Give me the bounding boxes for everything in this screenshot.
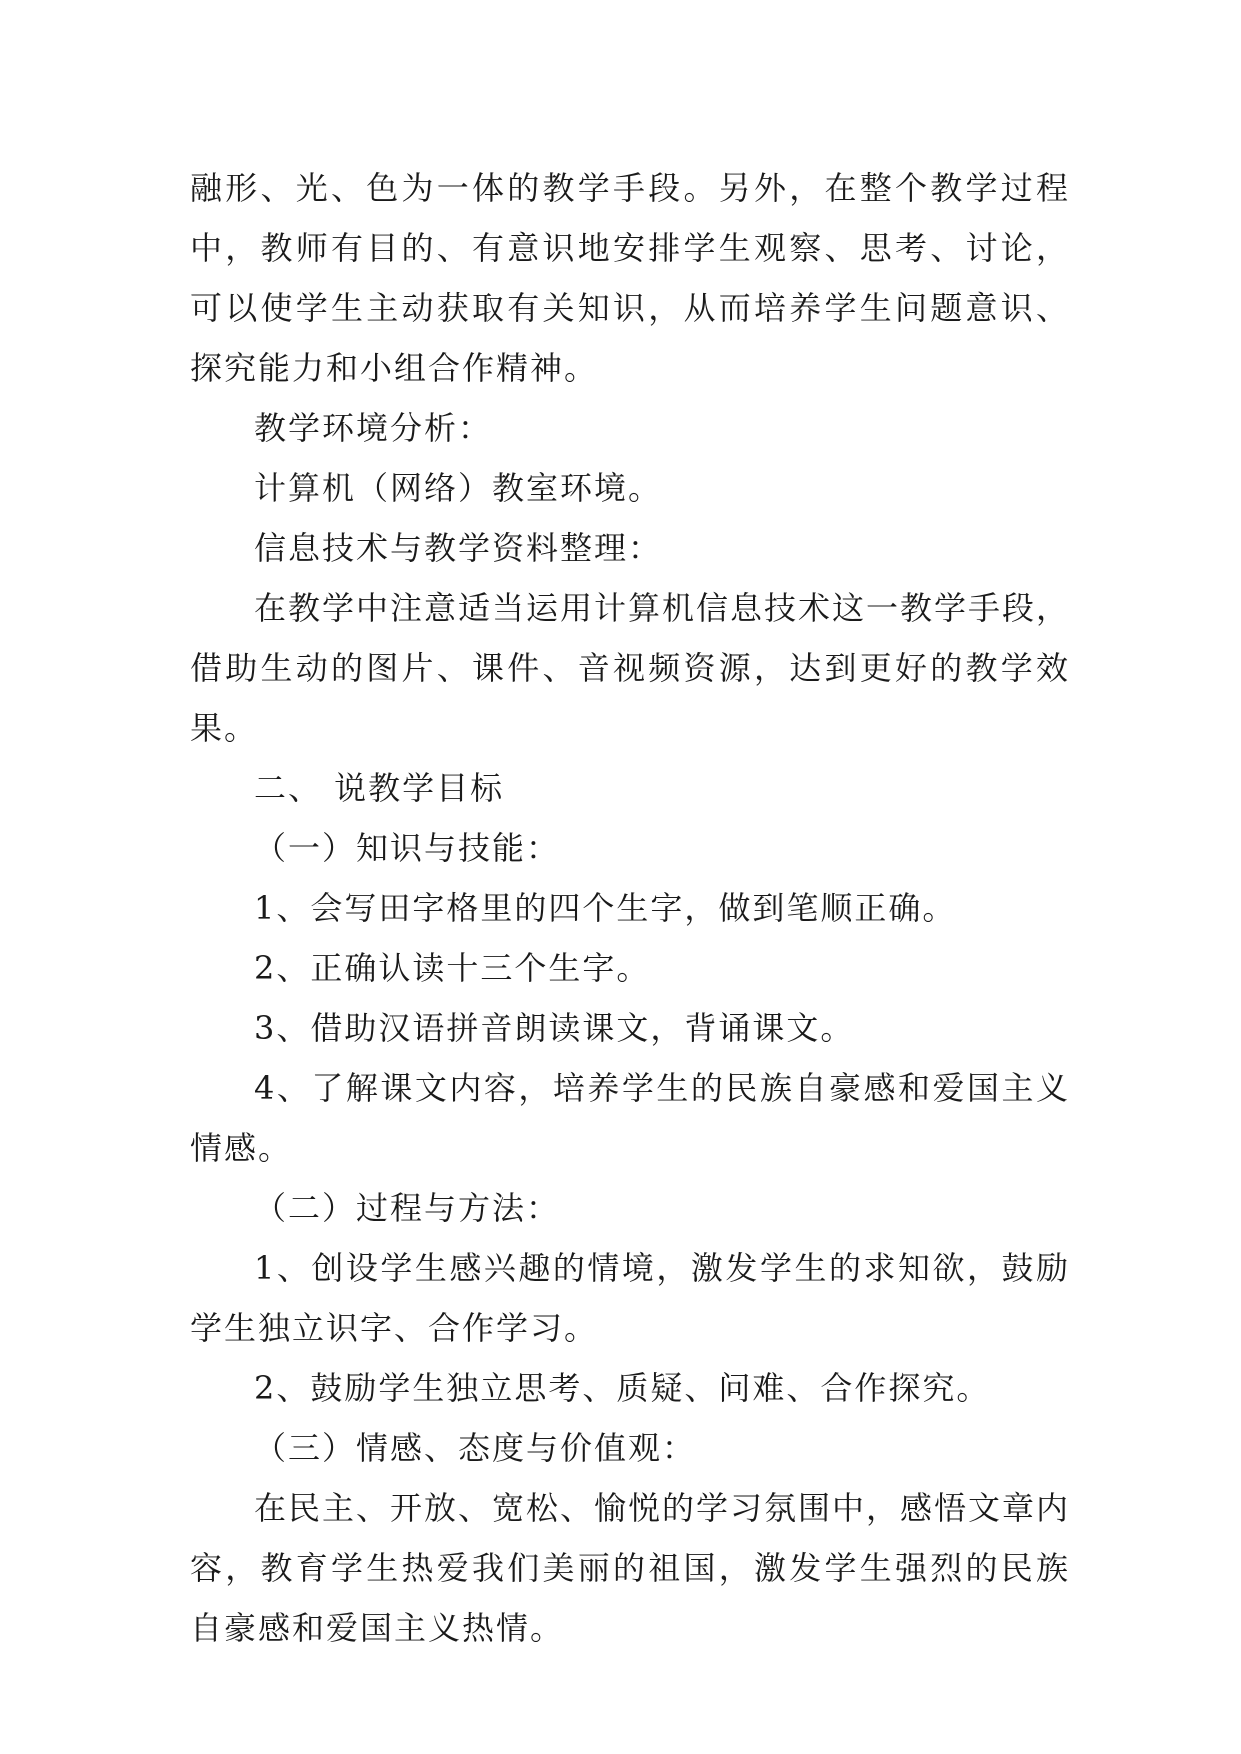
list-item-knowledge-4: 4、了解课文内容，培养学生的民族自豪感和爱国主义情感。	[190, 1069, 1070, 1167]
list-item-process-1: 1、创设学生感兴趣的情境，激发学生的求知欲，鼓励学生独立识字、合作学习。	[190, 1249, 1070, 1347]
heading-knowledge-skills: （一）知识与技能：	[254, 829, 561, 867]
heading-teaching-goals: 二、 说教学目标	[254, 769, 505, 807]
paragraph-emotion-values: 在民主、开放、宽松、愉悦的学习氛围中，感悟文章内容，教育学生热爱我们美丽的祖国，激发学生强烈的民族自豪感和爱国主义热情。	[190, 1489, 1071, 1647]
heading-process-methods: （二）过程与方法：	[254, 1189, 561, 1227]
document-body	[190, 158, 1070, 1658]
list-item-knowledge-3: 3、借助汉语拼音朗读课文，背诵课文。	[254, 1009, 855, 1047]
heading-it-materials: 信息技术与教学资料整理：	[254, 529, 663, 567]
list-item-knowledge-2: 2、正确认读十三个生字。	[254, 949, 651, 987]
paragraph-environment: 计算机（网络）教室环境。	[254, 469, 663, 507]
heading-teaching-environment: 教学环境分析：	[254, 409, 493, 447]
paragraph-intro-continuation: 融形、光、色为一体的教学手段。另外，在整个教学过程中，教师有目的、有意识地安排学生观察、思考、讨论，可以使学生主动获取有关知识，从而培养学生问题意识、探究能力和小组合作精神。	[190, 169, 1070, 387]
paragraph-it-materials: 在教学中注意适当运用计算机信息技术这一教学手段，借助生动的图片、课件、音视频资源，达到更好的教学效果。	[190, 589, 1071, 747]
list-item-process-2: 2、鼓励学生独立思考、质疑、问难、合作探究。	[254, 1369, 991, 1407]
heading-emotion-values: （三）情感、态度与价值观：	[254, 1429, 697, 1467]
list-item-knowledge-1: 1、会写田字格里的四个生字，做到笔顺正确。	[254, 889, 957, 927]
